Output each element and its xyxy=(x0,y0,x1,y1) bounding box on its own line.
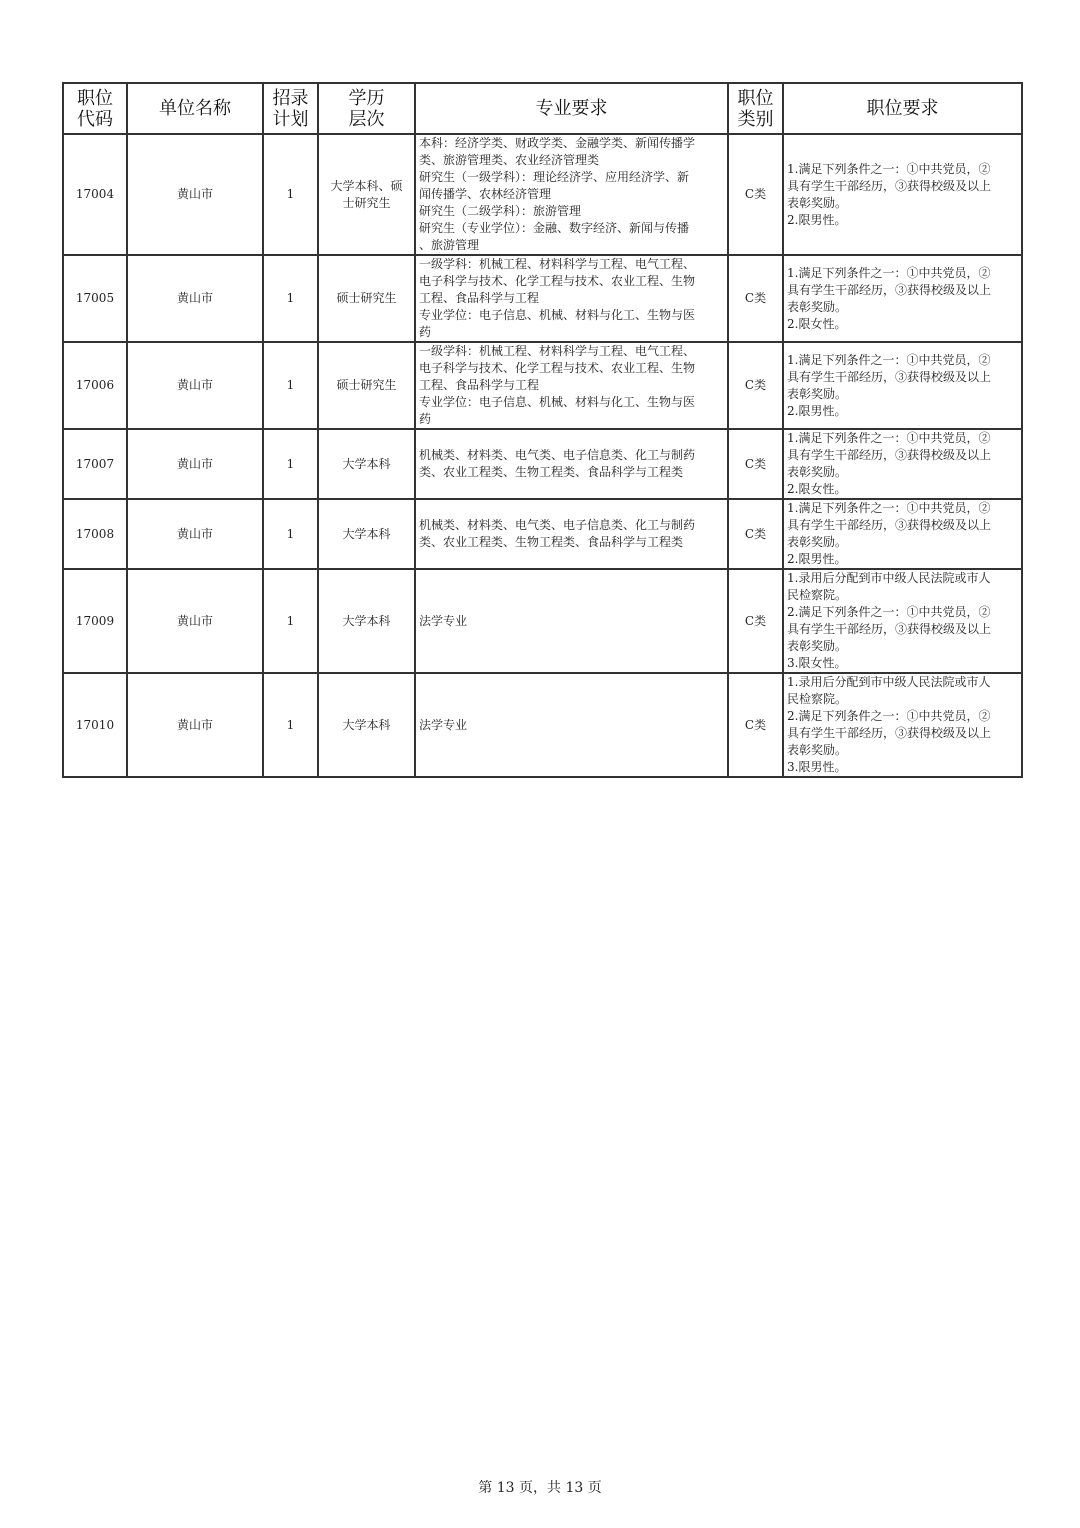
table-row xyxy=(63,673,1022,777)
cell-unit-name: 黄山市 xyxy=(127,342,263,429)
cell-unit-name: 黄山市 xyxy=(127,134,263,255)
cell-unit-name: 黄山市 xyxy=(127,255,263,342)
header-education-level: 学历 层次 xyxy=(318,83,415,134)
header-position-code: 职位 代码 xyxy=(63,83,127,134)
cell-education-level: 大学本科 xyxy=(318,673,415,777)
cell-position-type: C类 xyxy=(728,569,783,673)
table-row xyxy=(63,255,1022,342)
cell-position-code: 17008 xyxy=(63,499,127,569)
cell-recruit-plan: 1 xyxy=(263,499,318,569)
cell-position-type: C类 xyxy=(728,499,783,569)
header-position-type: 职位 类别 xyxy=(728,83,783,134)
cell-major-requirement: 本科：经济学类、财政学类、金融学类、新闻传播学 类、旅游管理类、农业经济管理类 研究生（一级学科）：理论经济学、应用经济学、新 闻传播学、农林经济管理 研究生（二级学科）：旅游管理 研究生（专业学位）：金融、数字经济、新闻与传播 、旅游管理 xyxy=(415,134,728,255)
cell-position-requirement: 1.满足下列条件之一：①中共党员，② 具有学生干部经历，③获得校级及以上 表彰奖励。 2.限女性。 xyxy=(783,255,1022,342)
table-row xyxy=(63,499,1022,569)
cell-education-level: 大学本科 xyxy=(318,499,415,569)
cell-position-type: C类 xyxy=(728,134,783,255)
cell-position-type: C类 xyxy=(728,255,783,342)
cell-education-level: 大学本科 xyxy=(318,569,415,673)
cell-major-requirement: 机械类、材料类、电气类、电子信息类、化工与制药 类、农业工程类、生物工程类、食品科学与工程类 xyxy=(415,429,728,499)
header-unit-name: 单位名称 xyxy=(127,83,263,134)
cell-unit-name: 黄山市 xyxy=(127,429,263,499)
header-position-requirement: 职位要求 xyxy=(783,83,1022,134)
cell-education-level: 硕士研究生 xyxy=(318,342,415,429)
positions-table xyxy=(62,82,1023,778)
cell-position-requirement: 1.满足下列条件之一：①中共党员，② 具有学生干部经历，③获得校级及以上 表彰奖励。 2.限男性。 xyxy=(783,134,1022,255)
table-row xyxy=(63,134,1022,255)
cell-major-requirement: 机械类、材料类、电气类、电子信息类、化工与制药 类、农业工程类、生物工程类、食品科学与工程类 xyxy=(415,499,728,569)
table-row xyxy=(63,429,1022,499)
cell-position-code: 17005 xyxy=(63,255,127,342)
page-number-footer: 第 13 页，共 13 页 xyxy=(478,1480,602,1496)
cell-position-requirement: 1.录用后分配到市中级人民法院或市人 民检察院。 2.满足下列条件之一：①中共党员，② 具有学生干部经历，③获得校级及以上 表彰奖励。 3.限女性。 xyxy=(783,569,1022,673)
header-recruit-plan: 招录 计划 xyxy=(263,83,318,134)
cell-position-type: C类 xyxy=(728,342,783,429)
cell-recruit-plan: 1 xyxy=(263,255,318,342)
cell-education-level: 大学本科 xyxy=(318,429,415,499)
cell-recruit-plan: 1 xyxy=(263,673,318,777)
cell-position-code: 17010 xyxy=(63,673,127,777)
cell-unit-name: 黄山市 xyxy=(127,673,263,777)
cell-position-requirement: 1.满足下列条件之一：①中共党员，② 具有学生干部经历，③获得校级及以上 表彰奖励。 2.限男性。 xyxy=(783,342,1022,429)
cell-position-requirement: 1.满足下列条件之一：①中共党员，② 具有学生干部经历，③获得校级及以上 表彰奖励。 2.限男性。 xyxy=(783,499,1022,569)
cell-major-requirement: 一级学科：机械工程、材料科学与工程、电气工程、 电子科学与技术、化学工程与技术、农业工程、生物 工程、食品科学与工程 专业学位：电子信息、机械、材料与化工、生物与医 药 xyxy=(415,255,728,342)
cell-position-requirement: 1.录用后分配到市中级人民法院或市人 民检察院。 2.满足下列条件之一：①中共党员，② 具有学生干部经历，③获得校级及以上 表彰奖励。 3.限男性。 xyxy=(783,673,1022,777)
cell-recruit-plan: 1 xyxy=(263,134,318,255)
table-row xyxy=(63,342,1022,429)
table-row xyxy=(63,569,1022,673)
cell-unit-name: 黄山市 xyxy=(127,499,263,569)
cell-position-code: 17006 xyxy=(63,342,127,429)
cell-position-code: 17009 xyxy=(63,569,127,673)
cell-major-requirement: 一级学科：机械工程、材料科学与工程、电气工程、 电子科学与技术、化学工程与技术、农业工程、生物 工程、食品科学与工程 专业学位：电子信息、机械、材料与化工、生物与医 药 xyxy=(415,342,728,429)
cell-position-code: 17004 xyxy=(63,134,127,255)
cell-recruit-plan: 1 xyxy=(263,569,318,673)
cell-education-level: 大学本科、硕 士研究生 xyxy=(318,134,415,255)
cell-major-requirement: 法学专业 xyxy=(415,569,728,673)
header-row xyxy=(63,83,1022,134)
cell-position-type: C类 xyxy=(728,673,783,777)
header-major-requirement: 专业要求 xyxy=(415,83,728,134)
cell-unit-name: 黄山市 xyxy=(127,569,263,673)
cell-recruit-plan: 1 xyxy=(263,342,318,429)
cell-position-type: C类 xyxy=(728,429,783,499)
cell-major-requirement: 法学专业 xyxy=(415,673,728,777)
cell-education-level: 硕士研究生 xyxy=(318,255,415,342)
cell-position-code: 17007 xyxy=(63,429,127,499)
cell-recruit-plan: 1 xyxy=(263,429,318,499)
cell-position-requirement: 1.满足下列条件之一：①中共党员，② 具有学生干部经历，③获得校级及以上 表彰奖励。 2.限女性。 xyxy=(783,429,1022,499)
